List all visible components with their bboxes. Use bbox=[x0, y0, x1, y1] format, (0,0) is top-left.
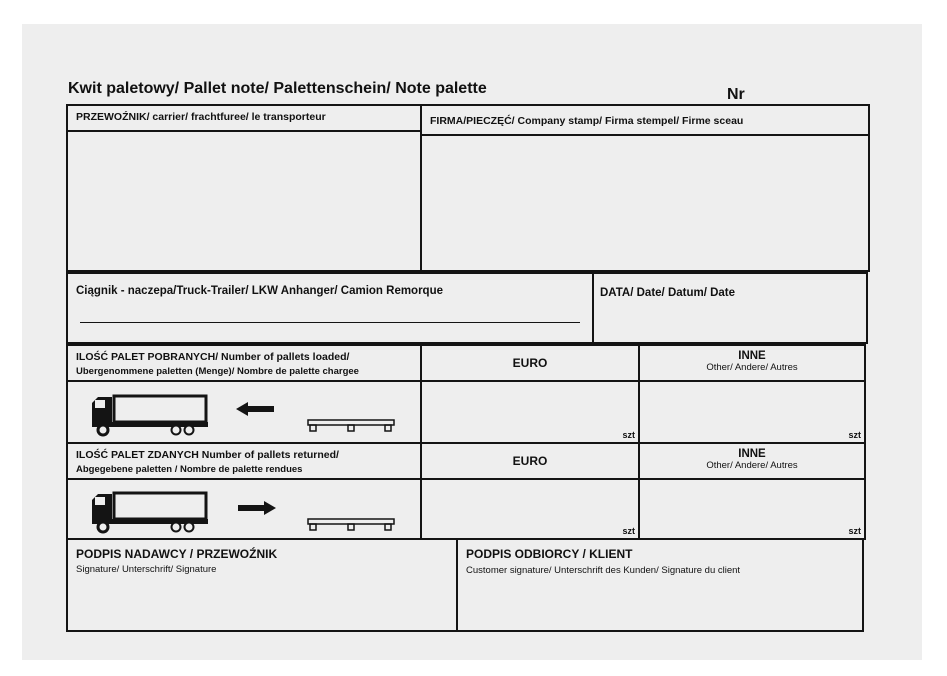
loaded-inne-unit: szt bbox=[848, 430, 861, 440]
carrier-box[interactable] bbox=[66, 104, 422, 272]
returned-inne-unit: szt bbox=[848, 526, 861, 536]
loaded-inne-header bbox=[638, 344, 866, 382]
client-signature-sublabel: Customer signature/ Unterschrift des Kunden/ Signature du client bbox=[466, 565, 741, 576]
date-box[interactable] bbox=[592, 272, 868, 344]
sender-signature-label: PODPIS NADAWCY / PRZEWOŹNIK bbox=[76, 547, 278, 561]
loaded-inne-value-cell[interactable] bbox=[638, 380, 866, 444]
loaded-illustration-cell bbox=[66, 380, 422, 444]
returned-euro-value-cell[interactable] bbox=[420, 478, 640, 540]
returned-euro-label: EURO bbox=[512, 454, 548, 468]
loaded-euro-header bbox=[420, 344, 640, 382]
carrier-label: PRZEWOŹNIK/ carrier/ frachtfuree/ le transporteur bbox=[76, 111, 326, 123]
pallet-icon bbox=[308, 420, 394, 431]
returned-euro-unit: szt bbox=[622, 526, 635, 536]
document-title: Kwit paletowy/ Pallet note/ Palettenschein/ Note palette bbox=[68, 80, 487, 97]
returned-inne-sublabel: Other/ Andere/ Autres bbox=[706, 460, 798, 471]
returned-euro-header bbox=[420, 442, 640, 480]
arrow-right-icon bbox=[238, 501, 276, 515]
vehicle-label: Ciągnik - naczepa/Truck-Trailer/ LKW Anhanger/ Camion Remorque bbox=[76, 285, 444, 297]
returned-illustration-cell bbox=[66, 478, 422, 540]
loaded-inne-sublabel: Other/ Andere/ Autres bbox=[706, 362, 798, 373]
returned-label-cell bbox=[66, 442, 422, 480]
loaded-label: ILOŚĆ PALET POBRANYCH/ Number of pallets loaded/ bbox=[76, 351, 350, 363]
truck-icon bbox=[92, 396, 208, 435]
arrow-left-icon bbox=[236, 402, 274, 416]
returned-sublabel: Abgegebene paletten / Nombre de palette rendues bbox=[76, 464, 303, 475]
sender-signature-box[interactable] bbox=[66, 538, 458, 632]
loaded-inne-label: INNE bbox=[738, 350, 766, 362]
returned-inne-value-cell[interactable] bbox=[638, 478, 866, 540]
returned-label: ILOŚĆ PALET ZDANYCH Number of pallets returned/ bbox=[76, 449, 339, 461]
divider bbox=[68, 130, 420, 132]
sender-signature-sublabel: Signature/ Unterschrift/ Signature bbox=[76, 564, 217, 575]
vehicle-write-line bbox=[80, 322, 580, 323]
truck-loading-illustration bbox=[88, 389, 418, 437]
returned-inne-label: INNE bbox=[738, 448, 766, 460]
company-stamp-label: FIRMA/PIECZĘĆ/ Company stamp/ Firma stempel/ Firme sceau bbox=[430, 115, 744, 127]
company-stamp-box[interactable] bbox=[420, 104, 870, 272]
loaded-euro-label: EURO bbox=[512, 356, 548, 370]
pallet-icon bbox=[308, 519, 394, 530]
client-signature-box[interactable] bbox=[456, 538, 864, 632]
client-signature-label: PODPIS ODBIORCY / KLIENT bbox=[466, 547, 633, 561]
loaded-sublabel: Ubergenommene paletten (Menge)/ Nombre de palette chargee bbox=[76, 366, 359, 377]
returned-inne-header bbox=[638, 442, 866, 480]
loaded-euro-value-cell[interactable] bbox=[420, 380, 640, 444]
date-label: DATA/ Date/ Datum/ Date bbox=[600, 287, 736, 299]
number-label: Nr bbox=[727, 86, 745, 103]
pallet-note-sheet bbox=[22, 24, 922, 660]
truck-icon bbox=[92, 493, 208, 532]
truck-returning-illustration bbox=[88, 486, 418, 534]
vehicle-box[interactable] bbox=[66, 272, 594, 344]
loaded-euro-unit: szt bbox=[622, 430, 635, 440]
loaded-label-cell bbox=[66, 344, 422, 382]
divider bbox=[422, 134, 868, 136]
